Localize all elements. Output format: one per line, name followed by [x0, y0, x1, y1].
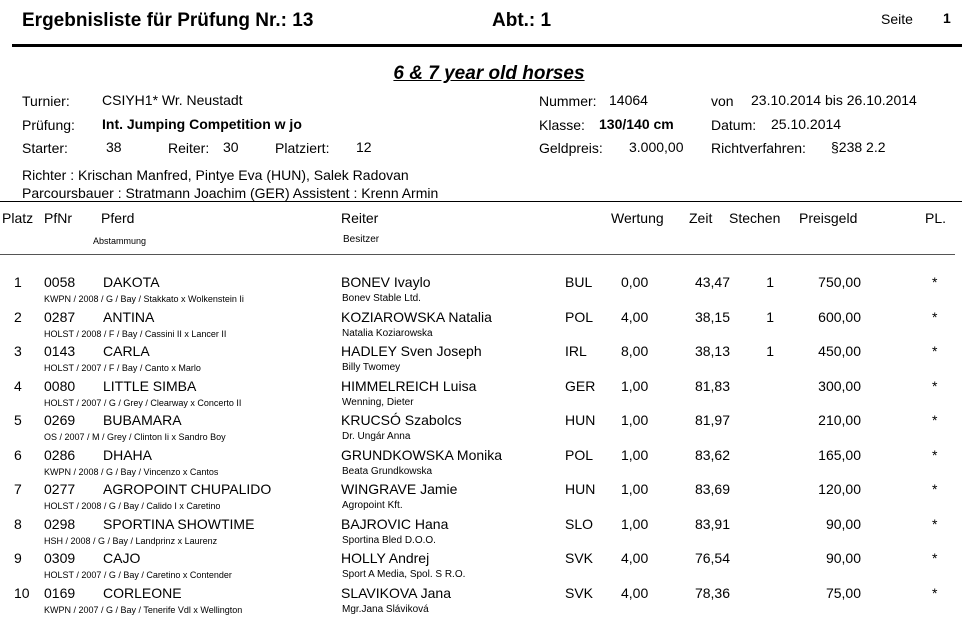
cell-pl: *	[932, 274, 938, 290]
cell-pferd: CAJO	[103, 550, 141, 566]
cell-preisgeld: 300,00	[818, 378, 861, 394]
cell-platz: 5	[14, 412, 22, 428]
reiter-count-label: Reiter:	[168, 140, 210, 156]
col-pfnr: PfNr	[44, 210, 72, 226]
cell-reiter: WINGRAVE Jamie	[341, 481, 458, 497]
richtverfahren-label: Richtverfahren:	[711, 140, 806, 156]
cell-besitzer: Sport A Media, Spol. S R.O.	[342, 569, 466, 580]
cell-pfnr: 0269	[44, 412, 76, 428]
cell-wertung: 4,00	[621, 550, 649, 566]
parcoursbauer-line: Parcoursbauer : Stratmann Joachim (GER) Assistent : Krenn Armin	[22, 185, 439, 201]
cell-abstammung: OS / 2007 / M / Grey / Clinton Ii x Sandro Boy	[44, 432, 226, 442]
competition-subtitle: 6 & 7 year old horses	[393, 63, 585, 84]
klasse-value: 130/140 cm	[599, 116, 674, 132]
cell-zeit: 76,54	[694, 550, 730, 566]
cell-abstammung: HOLST / 2008 / G / Bay / Calido I x Caretino	[44, 501, 221, 511]
col-reiter: Reiter	[341, 210, 379, 226]
cell-pferd: DHAHA	[103, 447, 153, 463]
cell-platz: 8	[14, 516, 22, 532]
cell-zeit: 81,83	[694, 378, 730, 394]
abteilung-label: Abt.: 1	[492, 10, 552, 31]
cell-nation: HUN	[565, 481, 596, 497]
cell-platz: 6	[14, 447, 22, 463]
col-stechen: Stechen	[729, 210, 781, 226]
cell-nation: POL	[565, 447, 594, 463]
cell-wertung: 4,00	[621, 309, 649, 325]
geldpreis-label: Geldpreis:	[539, 140, 603, 156]
info-rule	[0, 201, 962, 202]
cell-pl: *	[932, 481, 938, 497]
cell-pferd: AGROPOINT CHUPALIDO	[103, 481, 272, 497]
cell-abstammung: KWPN / 2008 / G / Bay / Stakkato x Wolkenstein Ii	[44, 294, 244, 304]
cell-pfnr: 0286	[44, 447, 76, 463]
turnier-value: CSIYH1* Wr. Neustadt	[102, 92, 243, 108]
cell-pferd: SPORTINA SHOWTIME	[103, 516, 255, 532]
pruefung-value: Int. Jumping Competition w jo	[102, 116, 302, 132]
cell-pfnr: 0309	[44, 550, 76, 566]
cell-preisgeld: 90,00	[825, 516, 861, 532]
table-header-rule	[0, 254, 955, 255]
cell-platz: 1	[14, 274, 22, 290]
cell-pl: *	[932, 516, 938, 532]
cell-pfnr: 0287	[44, 309, 76, 325]
cell-pferd: CORLEONE	[103, 585, 182, 601]
cell-pferd: CARLA	[103, 343, 150, 359]
cell-reiter: BAJROVIC Hana	[341, 516, 449, 532]
cell-zeit: 38,13	[694, 343, 730, 359]
cell-stechen: 1	[766, 274, 774, 290]
cell-reiter: KRUCSÓ Szabolcs	[341, 412, 462, 428]
cell-besitzer: Agropoint Kft.	[342, 500, 403, 511]
cell-abstammung: KWPN / 2007 / G / Bay / Tenerife Vdl x Wellington	[44, 605, 243, 615]
cell-pfnr: 0298	[44, 516, 76, 532]
col-besitzer: Besitzer	[343, 234, 380, 245]
cell-wertung: 1,00	[621, 378, 649, 394]
cell-abstammung: HOLST / 2007 / G / Bay / Caretino x Contender	[44, 570, 232, 580]
cell-preisgeld: 120,00	[818, 481, 861, 497]
cell-pl: *	[932, 378, 938, 394]
cell-pfnr: 0058	[44, 274, 76, 290]
cell-preisgeld: 210,00	[818, 412, 861, 428]
cell-preisgeld: 600,00	[818, 309, 861, 325]
cell-zeit: 83,91	[694, 516, 730, 532]
cell-wertung: 1,00	[621, 447, 649, 463]
col-wertung: Wertung	[611, 210, 664, 226]
starter-label: Starter:	[22, 140, 68, 156]
cell-abstammung: HOLST / 2007 / G / Grey / Clearway x Concerto II	[44, 398, 242, 408]
turnier-label: Turnier:	[22, 93, 70, 109]
cell-reiter: HIMMELREICH Luisa	[341, 378, 477, 394]
cell-zeit: 81,97	[694, 412, 730, 428]
cell-pl: *	[932, 412, 938, 428]
cell-platz: 9	[14, 550, 22, 566]
cell-nation: SVK	[565, 550, 594, 566]
cell-preisgeld: 75,00	[825, 585, 861, 601]
von-label: von	[711, 93, 734, 109]
cell-preisgeld: 750,00	[818, 274, 861, 290]
cell-stechen: 1	[766, 309, 774, 325]
page-label: Seite	[881, 11, 913, 27]
cell-besitzer: Natalia Koziarowska	[342, 328, 433, 339]
cell-reiter: HADLEY Sven Joseph	[341, 343, 482, 359]
datum-value: 25.10.2014	[771, 116, 842, 132]
cell-besitzer: Bonev Stable Ltd.	[342, 293, 421, 304]
cell-platz: 3	[14, 343, 22, 359]
col-abstammung: Abstammung	[93, 236, 147, 246]
col-pl: PL.	[925, 210, 947, 226]
cell-wertung: 0,00	[621, 274, 649, 290]
nummer-value: 14064	[609, 92, 648, 108]
cell-besitzer: Wenning, Dieter	[342, 397, 414, 408]
col-pferd: Pferd	[101, 210, 135, 226]
cell-reiter: KOZIAROWSKA Natalia	[341, 309, 492, 325]
col-zeit: Zeit	[689, 210, 713, 226]
cell-nation: SLO	[565, 516, 594, 532]
col-platz: Platz	[2, 210, 34, 226]
platziert-value: 12	[356, 139, 372, 155]
cell-nation: HUN	[565, 412, 596, 428]
datum-label: Datum:	[711, 117, 757, 133]
cell-abstammung: HSH / 2008 / G / Bay / Landprinz x Laurenz	[44, 536, 218, 546]
cell-wertung: 1,00	[621, 516, 649, 532]
cell-wertung: 1,00	[621, 481, 649, 497]
cell-preisgeld: 90,00	[825, 550, 861, 566]
cell-wertung: 1,00	[621, 412, 649, 428]
cell-pferd: BUBAMARA	[103, 412, 182, 428]
von-value: 23.10.2014 bis 26.10.2014	[751, 92, 917, 108]
cell-abstammung: HOLST / 2007 / F / Bay / Canto x Marlo	[44, 363, 201, 373]
nummer-label: Nummer:	[539, 93, 597, 109]
cell-zeit: 83,69	[694, 481, 730, 497]
cell-pfnr: 0169	[44, 585, 76, 601]
cell-zeit: 78,36	[694, 585, 730, 601]
cell-preisgeld: 165,00	[818, 447, 861, 463]
cell-wertung: 4,00	[621, 585, 649, 601]
cell-reiter: HOLLY Andrej	[341, 550, 430, 566]
geldpreis-value: 3.000,00	[629, 139, 684, 155]
cell-stechen: 1	[766, 343, 774, 359]
richter-line: Richter : Krischan Manfred, Pintye Eva (HUN), Salek Radovan	[22, 167, 409, 183]
cell-besitzer: Beata Grundkowska	[342, 466, 433, 477]
cell-platz: 4	[14, 378, 22, 394]
cell-besitzer: Dr. Ungár Anna	[342, 431, 411, 442]
klasse-label: Klasse:	[539, 117, 585, 133]
cell-pfnr: 0080	[44, 378, 76, 394]
cell-platz: 10	[14, 585, 30, 601]
richtverfahren-value: §238 2.2	[831, 139, 886, 155]
cell-pl: *	[932, 447, 938, 463]
cell-pl: *	[932, 585, 938, 601]
cell-pferd: ANTINA	[103, 309, 155, 325]
page-number: 1	[943, 10, 951, 26]
cell-nation: IRL	[565, 343, 587, 359]
cell-nation: POL	[565, 309, 594, 325]
cell-reiter: SLAVIKOVA Jana	[341, 585, 451, 601]
cell-zeit: 38,15	[694, 309, 730, 325]
cell-pl: *	[932, 343, 938, 359]
cell-wertung: 8,00	[621, 343, 649, 359]
cell-besitzer: Sportina Bled D.O.O.	[342, 535, 436, 546]
pruefung-label: Prüfung:	[22, 117, 75, 133]
cell-reiter: BONEV Ivaylo	[341, 274, 431, 290]
cell-zeit: 43,47	[694, 274, 730, 290]
cell-nation: SVK	[565, 585, 594, 601]
cell-pl: *	[932, 309, 938, 325]
cell-nation: GER	[565, 378, 596, 394]
cell-platz: 7	[14, 481, 22, 497]
cell-pferd: DAKOTA	[103, 274, 160, 290]
cell-pfnr: 0277	[44, 481, 76, 497]
platziert-label: Platziert:	[275, 140, 330, 156]
cell-preisgeld: 450,00	[818, 343, 861, 359]
cell-besitzer: Billy Twomey	[342, 362, 401, 373]
header-rule	[12, 44, 962, 47]
cell-nation: BUL	[565, 274, 593, 290]
cell-abstammung: KWPN / 2008 / G / Bay / Vincenzo x Cantos	[44, 467, 219, 477]
col-preisgeld: Preisgeld	[799, 210, 858, 226]
cell-pfnr: 0143	[44, 343, 76, 359]
document-title: Ergebnisliste für Prüfung Nr.: 13	[22, 10, 314, 31]
cell-abstammung: HOLST / 2008 / F / Bay / Cassini II x Lancer II	[44, 329, 227, 339]
starter-value: 38	[106, 139, 122, 155]
cell-pferd: LITTLE SIMBA	[103, 378, 197, 394]
cell-reiter: GRUNDKOWSKA Monika	[341, 447, 503, 463]
reiter-count-value: 30	[223, 139, 239, 155]
cell-besitzer: Mgr.Jana Sláviková	[342, 604, 429, 615]
cell-pl: *	[932, 550, 938, 566]
cell-platz: 2	[14, 309, 22, 325]
cell-zeit: 83,62	[694, 447, 730, 463]
